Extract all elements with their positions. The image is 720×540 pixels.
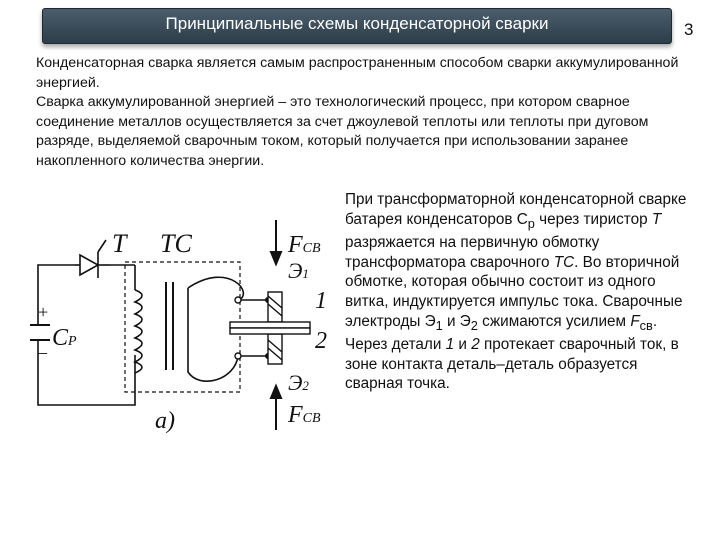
label-part-2: 2 (315, 328, 327, 354)
desc-sub: p (527, 215, 535, 231)
label-force-bottom-main: F (288, 402, 303, 428)
transformer-core (166, 282, 173, 370)
desc-part: через тиристор (534, 210, 652, 228)
desc-part: и Э (442, 312, 471, 330)
label-force-top-main: F (288, 232, 303, 258)
slide-title-bar (42, 8, 672, 44)
label-force-bottom-sub: CB (302, 411, 321, 426)
label-electrode-2-main: Э (288, 370, 303, 395)
label-electrode-2 (288, 370, 309, 395)
slide-number: 3 (684, 20, 694, 39)
transformer-enclosure (125, 262, 240, 392)
label-capacitor (52, 325, 77, 351)
desc-sub: 1 (435, 317, 443, 333)
desc-part: протекает сварочный ток, в зоне контакта деталь–деталь образуется сварная точка. (345, 336, 679, 393)
label-capacitor-main: C (52, 325, 69, 351)
intro-text (36, 54, 696, 171)
label-minus: – (38, 342, 47, 362)
desc-part: . Через детали (345, 312, 658, 354)
label-electrode-2-sub: 2 (302, 378, 309, 393)
label-figure-a: а) (155, 408, 175, 434)
desc-part: сжимаются усилием (477, 312, 631, 330)
label-thyristor: T (112, 229, 127, 258)
desc-italic: 2 (471, 336, 480, 354)
label-transformer: TC (160, 229, 192, 258)
label-plus: + (38, 302, 49, 322)
label-force-bottom (287, 402, 321, 428)
desc-italic: F (630, 312, 640, 330)
desc-italic: 1 (445, 336, 455, 354)
desc-part: и (454, 336, 472, 354)
thyristor-symbol (75, 240, 110, 278)
desc-italic: T (651, 210, 662, 228)
intro-paragraph-2: Сварка аккумулированной энергией – это технологический процесс, при котором сварное соединение металлов осуществляется за счет джоулевой теплоты или теплоты при дуговом разряде, выделяемой сварочным током, который получается при использовании заранее накопленного количества энергии. (36, 94, 649, 169)
capacitor-symbol (30, 325, 50, 340)
desc-italic: TC (553, 253, 575, 271)
slide-title: Принципиальные схемы конденсаторной сварки (165, 14, 549, 33)
label-force-top-sub: CB (302, 241, 321, 256)
desc-part: . Во вторичной обмотке, которая обычно состоит из одного витка, индуктируется импульс тока. Сварочные электроды Э (345, 253, 683, 330)
label-electrode-1-main: Э (288, 258, 303, 283)
primary-winding (135, 290, 142, 373)
description-text (345, 190, 690, 394)
desc-part: При трансформаторной конденсаторной сварке батарея конденсаторов C (345, 191, 687, 228)
label-electrode-1-sub: 1 (302, 266, 309, 281)
circuit-diagram (30, 200, 340, 440)
label-electrode-1 (288, 258, 309, 283)
intro-paragraph-1: Конденсаторная сварка является самым распространенным способом сварки аккумулированной энергией. (36, 55, 679, 91)
label-force-top (287, 232, 321, 258)
workpieces (230, 322, 310, 334)
desc-sub: св (639, 317, 653, 333)
desc-sub: 2 (470, 317, 478, 333)
desc-part: разряжается на первичную обмотку трансформатора сварочного (345, 234, 600, 271)
label-capacitor-sub: P (68, 334, 77, 349)
label-part-1: 1 (315, 288, 327, 314)
